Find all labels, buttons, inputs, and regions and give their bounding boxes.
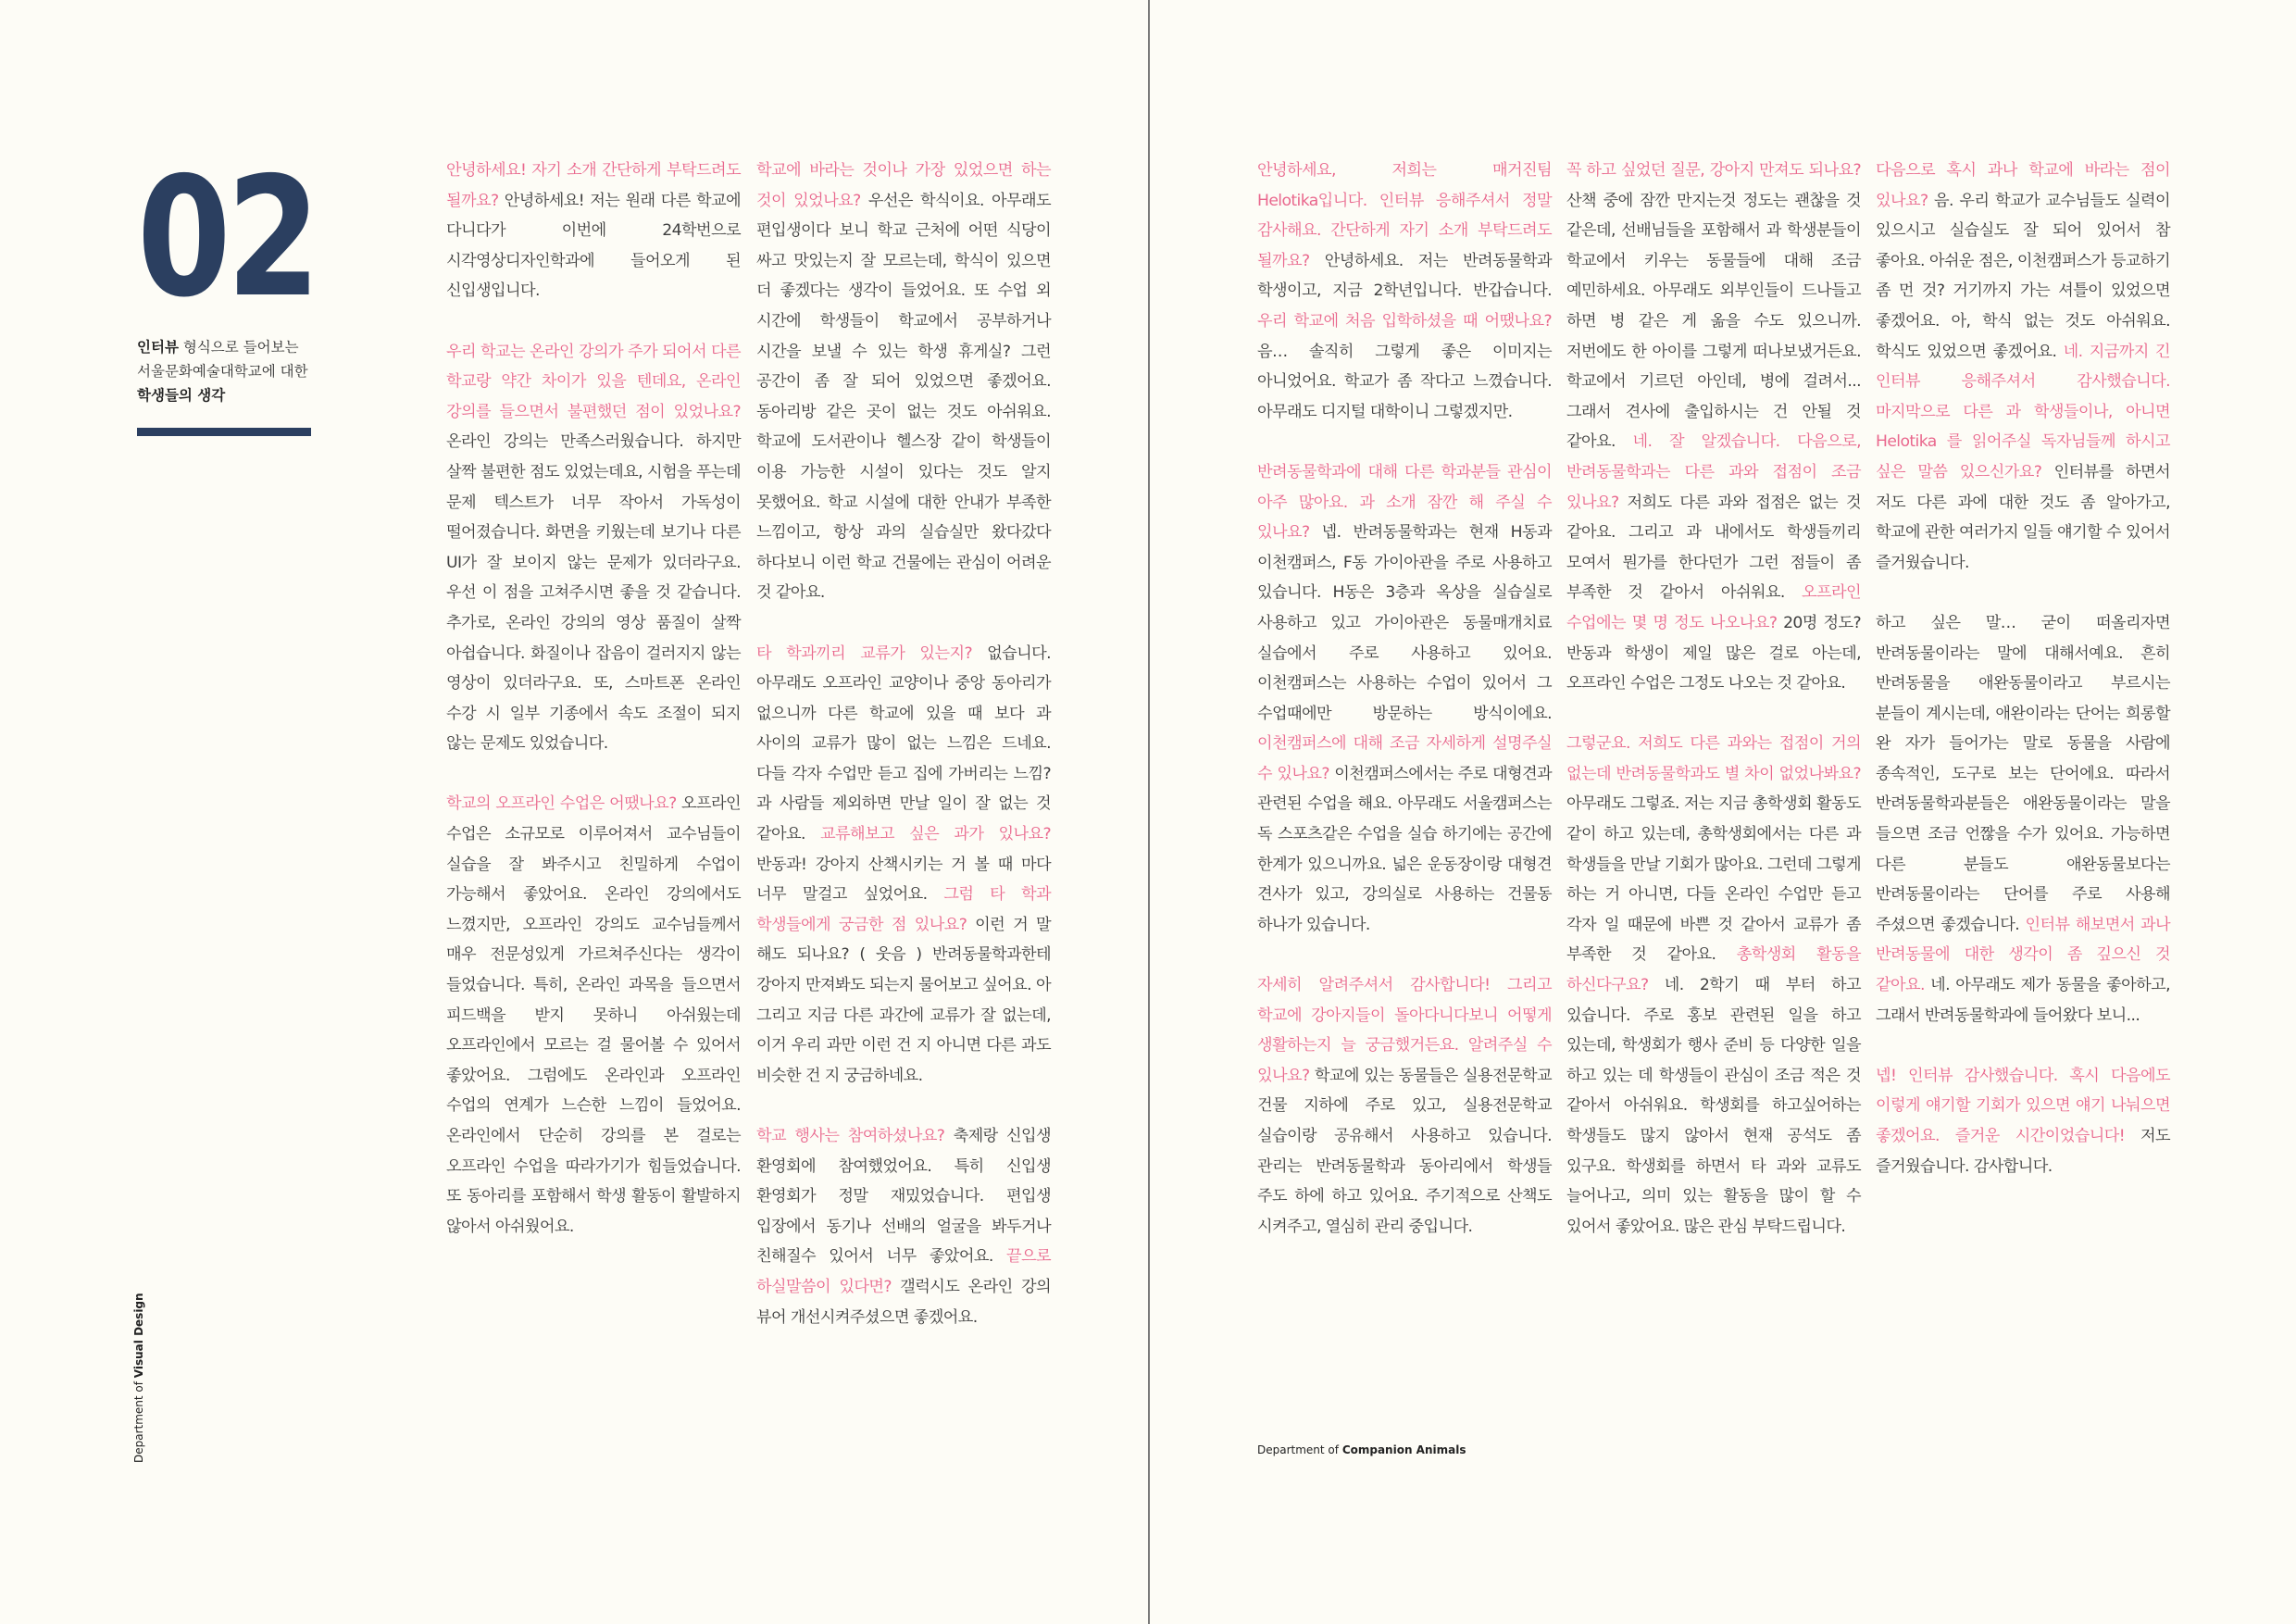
interview-paragraph bbox=[1876, 1061, 2170, 1181]
page-gutter bbox=[1148, 0, 1150, 1624]
interview-answer: 음… 솔직히 그렇게 좋은 이미지는 아니었어요. 학교가 좀 작다고 느꼈습니다. 아무래도 디지털 대학이니 그렇겠지만. bbox=[1257, 342, 1552, 421]
interview-paragraph bbox=[1566, 156, 1861, 699]
interview-question: 반려동물학과에 대해 다른 학과분들 관심이 아주 많아요. 과 소개 잠깐 해 주실 수 있나요? bbox=[1257, 462, 1552, 543]
interview-answer: 갤럭시도 온라인 강의 뷰어 개선시켜주셨으면 좋겠어요. bbox=[756, 1277, 1051, 1327]
footer-right-prefix: Department of bbox=[1257, 1443, 1342, 1456]
interview-question: 우리 학교에 처음 입학하셨을 때 어땠나요? bbox=[1257, 311, 1552, 331]
interview-question: 인터뷰 해보면서 과나 반려동물에 대한 생각이 좀 깊으신 것 같아요. bbox=[1876, 915, 2170, 995]
interview-question: 학교 행사는 참여하셨나요? bbox=[756, 1127, 945, 1145]
interview-answer: 축제랑 신입생 환영회에 참여했었어요. 특히 신입생 환영회가 정말 재밌었습니다. 편입생 입장에서 동기나 선배의 얼굴을 봐두거나 친해질수 있어서 너무 좋았어요. bbox=[756, 1127, 1051, 1267]
interview-answer: 네. 2학기 때 부터 하고 있습니다. 주로 홍보 관련된 일을 하고 있는데, 학생회가 행사 준비 등 다양한 일을 하고 있는 데 학생들이 관심이 조금 적은 것 같아서 아쉬워요. 학생회를 하고싶어하는 학생들도 많지 않아서 현재 공석도 좀 있구요. 학생회를 하면서 타 과와 교류도 늘어나고, 의미 있는 활동을 많이 할 수 있어서 좋았어요. 많은 관심 부탁드립니다. bbox=[1566, 976, 1861, 1236]
interview-answer: 20명 정도? 반동과 학생이 제일 많은 걸로 아는데, 오프라인 수업은 그정도 나오는 것 같아요. bbox=[1566, 613, 1862, 693]
interview-question: 이천캠퍼스에 대해 조금 자세하게 설명주실 수 있나요? bbox=[1257, 734, 1552, 783]
interview-paragraph bbox=[1876, 156, 2170, 578]
interview-question: 타 학과끼리 교류가 있는지? bbox=[756, 643, 972, 663]
interview-question: 안녕하세요! 자기 소개 간단하게 부탁드려도 될까요? bbox=[446, 161, 741, 210]
interview-answer: 없습니다. 아무래도 오프라인 교양이나 중앙 동아리가 없으니까 다른 학교에 있을 때 보다 과 사이의 교류가 많이 없는 느낌은 드네요. 다들 각자 수업만 듣고 집에 가버리는 느낌? 과 사람들 제외하면 만날 일이 잘 없는 것 같아요. bbox=[756, 643, 1051, 844]
interview-answer: 안녕하세요. 저는 반려동물학과 학생이고, 지금 2학년입니다. 반갑습니다. bbox=[1257, 251, 1552, 301]
interview-answer: 넵. 반려동물학과는 현재 H동과 이천캠퍼스, F동 가이아관을 주로 사용하고 있습니다. H동은 3층과 옥상을 실습실로 사용하고 있고 가이아관은 동물매개치료 실습에서 주로 사용하고 있어요. 이천캠퍼스는 사용하는 수업이 있어서 그 수업때에만 방문하는 방식이에요. bbox=[1257, 523, 1552, 723]
interview-answer: 오프라인 수업은 소규모로 이루어져서 교수님들이 실습을 잘 봐주시고 친밀하게 수업이 가능해서 좋았어요. 온라인 강의에서도 느꼈지만, 오프라인 강의도 교수님들께서 매우 전문성있게 가르쳐주신다는 생각이 들었습니다. 특히, 온라인 과목을 들으면서 피드백을 받지 못하니 아쉬웠는데 오프라인에서 모르는 걸 물어볼 수 있어서 좋았어요. 그럼에도 온라인과 오프라인 수업의 연계가 느슨한 느낌이 들었어요. 온라인에서 단순히 강의를 본 걸로는 오프라인 수업을 따라가기가 힘들었습니다. 또 동아리를 포함해서 학생 활동이 활발하지 않아서 아쉬웠어요. bbox=[446, 794, 741, 1236]
interview-answer: 저희도 다른 과와 접점은 없는 것 같아요. 그리고 과 내에서도 학생들끼리 모여서 뭔가를 한다던가 그런 점들이 좀 부족한 것 같아서 아쉬워요. bbox=[1566, 493, 1861, 603]
interview-question: 오프라인 수업에는 몇 명 정도 나오나요? bbox=[1566, 583, 1861, 632]
interview-question: 자세히 알려주셔서 감사합니다! 그리고 학교에 강아지들이 돌아다니다보니 어떻게 생활하는지 늘 궁금했거든요. 알려주실 수 있나요? bbox=[1257, 976, 1552, 1085]
interview-paragraph bbox=[1876, 608, 2170, 1031]
interview-answer: 안녕하세요! 저는 원래 다른 학교에 다니다가 이번에 24학번으로 시각영상디자인학과에 들어오게 된 신입생입니다. bbox=[446, 191, 741, 301]
text-column-1 bbox=[446, 156, 741, 1272]
interview-question: 안녕하세요, 저희는 매거진팀 Helotika입니다. 인터뷰 응해주셔서 정말 감사해요. 간단하게 자기 소개 부탁드려도 될까요? bbox=[1257, 161, 1552, 270]
interview-question: 학교에 바라는 것이나 가장 있었으면 하는 것이 있었나요? bbox=[756, 161, 1051, 210]
interview-paragraph bbox=[1566, 729, 1861, 1242]
interview-paragraph bbox=[756, 156, 1051, 608]
interview-paragraph bbox=[756, 1121, 1051, 1332]
footer-right-bold: Companion Animals bbox=[1341, 1443, 1466, 1456]
intro-rest: 형식으로 들어보는 bbox=[178, 339, 299, 356]
interview-answer: 인터뷰를 하면서 저도 다른 과에 대한 것도 좀 알아가고, 학교에 관한 여러가지 일들 얘기할 수 있어서 즐거웠습니다. bbox=[1876, 462, 2170, 572]
text-column-2 bbox=[756, 156, 1051, 1363]
interview-paragraph bbox=[1257, 156, 1552, 427]
text-column-4 bbox=[1566, 156, 1861, 1272]
footer-left-prefix: Department of bbox=[132, 1378, 145, 1463]
intro-bold: 인터뷰 bbox=[137, 339, 179, 356]
intro-line-2: 서울문화예술대학교에 대한 bbox=[137, 363, 308, 380]
interview-answer: 온라인 강의는 만족스러웠습니다. 하지만 살짝 불편한 점도 있었는데요, 시험을 푸는데 문제 텍스트가 너무 작아서 가독성이 떨어졌습니다. 화면을 키웠는데 보기나 다른 UI가 잘 보이지 않는 문제가 있더라구요. 우선 이 점을 고쳐주시면 좋을 것 같습니다. 추가로, 온라인 강의의 영상 품질이 살짝 아쉽습니다. 화질이나 잡음이 걸러지지 않는 영상이 있더라구요. 또, 스마트폰 온라인 수강 시 일부 기종에서 속도 조절이 되지 않는 문제도 있었습니다. bbox=[446, 432, 741, 754]
interview-answer: 이천캠퍼스에서는 주로 대형견과 관련된 수업을 해요. 아무래도 서울캠퍼스는 독 스포츠같은 수업을 실습 하기에는 공간에 한계가 있으니까요. 넓은 운동장이랑 대형견 견사가 있고, 강의실로 사용하는 건물동 하나가 있습니다. bbox=[1257, 764, 1552, 934]
interview-paragraph bbox=[1257, 457, 1552, 941]
interview-answer: 산책 중에 잠깐 만지는것 정도는 괜찮을 것 같은데, 선배님들을 포함해서 과 학생분들이 학교에서 키우는 동물들에 대해 조금 예민하세요. 아무래도 외부인들이 드나들고 하면 병 같은 게 옮을 수도 있으니까. 저번에도 한 아이를 그렇게 떠나보냈거든요. 학교에서 기르던 아인데, 병에 걸려서... 그래서 견사에 출입하시는 건 안될 것 같아요. bbox=[1566, 191, 1861, 452]
interview-paragraph bbox=[446, 156, 741, 306]
interview-answer: 저도 즐거웠습니다. 감사합니다. bbox=[1876, 1127, 2170, 1176]
intro-underline-bar bbox=[137, 428, 311, 436]
interview-answer: 이런 거 말 해도 되나요? ( 웃음 ) 반려동물학과한테 강아지 만져봐도 되는지 물어보고 싶어요. 아 그리고 지금 다른 과간에 교류가 잘 없는데, 이거 우리 과만 이런 건 지 아니면 다른 과도 비슷한 건 지 궁금하네요. bbox=[756, 915, 1052, 1085]
interview-question: 네. 잘 알겠습니다. 다음으로, 반려동물학과는 다른 과와 접점이 조금 있나요? bbox=[1566, 432, 1861, 512]
interview-answer: 하고 싶은 말… 굳이 떠올리자면 반려동물이라는 말에 대해서예요. 흔히 반려동물을 애완동물이라고 부르시는 분들이 계시는데, 애완이라는 단어는 희롱할 완 자가 들어가는 말로 동물을 사람에 종속적인, 도구로 보는 단어에요. 따라서 반려동물학과분들은 애완동물이라는 말을 들으면 조금 언짢을 수가 있어요. 가능하면 다른 분들도 애완동물보다는 반려동물이라는 단어를 주로 사용해 주셨으면 좋겠습니다. bbox=[1876, 613, 2170, 934]
interview-paragraph bbox=[756, 639, 1051, 1092]
interview-answer: 음. 우리 학교가 교수님들도 실력이 있으시고 실습실도 잘 되어 있어서 참 좋아요. 아쉬운 점은, 이천캠퍼스가 등교하기 좀 먼 것? 거기까지 가는 셔틀이 있었으면 좋겠어요. 아, 학식 없는 것도 아쉬워요. 학식도 있었으면 좋겠어요. bbox=[1876, 191, 2170, 361]
interview-paragraph bbox=[1257, 970, 1552, 1242]
interview-question: 끝으로 하실말씀이 있다면? bbox=[756, 1247, 1051, 1296]
footer-department-left bbox=[132, 1293, 145, 1463]
interview-answer: 학교에 있는 동물들은 실용전문학교 건물 지하에 주로 있고, 실용전문학교 실습이랑 공유해서 사용하고 있습니다. 관리는 반려동물학과 동아리에서 학생들 주도 하에 하고 있어요. 주기적으로 산책도 시켜주고, 열심히 관리 중입니다. bbox=[1257, 1066, 1552, 1236]
section-intro bbox=[137, 335, 322, 407]
section-number: 02 bbox=[137, 142, 317, 333]
text-column-5 bbox=[1876, 156, 2170, 1212]
interview-answer: 우선은 학식이요. 아무래도 편입생이다 보니 학교 근처에 어떤 식당이 싸고 맛있는지 잘 모르는데, 학식이 있으면 더 좋겠다는 생각이 들었어요. 또 수업 외 시간에 학생들이 학교에서 공부하거나 시간을 보낼 수 있는 학생 휴게실? 그런 공간이 좀 잘 되어 있었으면 좋겠어요. 동아리방 같은 곳이 없는 것도 아쉬워요. 학교에 도서관이나 헬스장 같이 학생들이 이용 가능한 시설이 있다는 것도 알지 못했어요. 학교 시설에 대한 안내가 부족한 느낌이고, 항상 과의 실습실만 왔다갔다 하다보니 이런 학교 건물에는 관심이 어려운 것 같아요. bbox=[756, 191, 1051, 603]
interview-question: 다음으로 혹시 과나 학교에 바라는 점이 있나요? bbox=[1876, 161, 2170, 210]
intro-line-1 bbox=[137, 335, 322, 359]
interview-question: 우리 학교는 온라인 강의가 주가 되어서 다른 학교랑 약간 차이가 있을 텐데요, 온라인 강의를 들으면서 불편했던 점이 있었나요? bbox=[446, 342, 741, 421]
interview-question: 그렇군요. 저희도 다른 과와는 접점이 거의 없는데 반려동물학과도 별 차이 없었나봐요? bbox=[1566, 734, 1861, 783]
text-column-3 bbox=[1257, 156, 1552, 1272]
interview-question: 그럼 타 학과 학생들에게 궁금한 점 있나요? bbox=[756, 885, 1051, 934]
interview-question: 꼭 하고 싶었던 질문, 강아지 만져도 되나요? bbox=[1566, 161, 1861, 180]
interview-answer: 네. 아무래도 제가 동물을 좋아하고, 그래서 반려동물학과에 들어왔다 보니... bbox=[1876, 976, 2170, 1025]
footer-left-bold: Visual Design bbox=[132, 1293, 145, 1379]
interview-question: 교류해보고 싶은 과가 있나요? bbox=[820, 825, 1051, 844]
footer-department-right bbox=[1257, 1443, 1466, 1456]
intro-line-3 bbox=[137, 383, 322, 407]
intro-line-3-text: 학생들의 생각 bbox=[137, 387, 226, 404]
interview-question: 총학생회 활동을 하신다구요? bbox=[1566, 945, 1861, 995]
interview-answer: 반동과! 강아지 산책시키는 거 볼 때 마다 너무 말걸고 싶었어요. bbox=[756, 855, 1051, 905]
interview-question: 학교의 오프라인 수업은 어땠나요? bbox=[446, 794, 677, 814]
interview-paragraph bbox=[446, 337, 741, 759]
interview-paragraph bbox=[446, 789, 741, 1242]
interview-question: 네. 지금까지 긴 인터뷰 응해주셔서 감사했습니다. 마지막으로 다른 과 학생들이나, 아니면 Helotika 를 읽어주실 독자님들께 하시고 싶은 말씀 있으신가요? bbox=[1876, 342, 2170, 481]
interview-answer: 아무래도 그렇죠. 저는 지금 총학생회 활동도 같이 하고 있는데, 총학생회에서는 다른 과 학생들을 만날 기회가 많아요. 그런데 그렇게 하는 거 아니면, 다들 온라인 수업만 듣고 각자 일 때문에 바쁜 것 같아서 교류가 좀 부족한 것 같아요. bbox=[1566, 794, 1861, 965]
interview-question: 넵! 인터뷰 감사했습니다. 혹시 다음에도 이렇게 얘기할 기회가 있으면 얘기 나눠으면 좋겠어요. 즐거운 시간이었습니다! bbox=[1876, 1066, 2170, 1145]
